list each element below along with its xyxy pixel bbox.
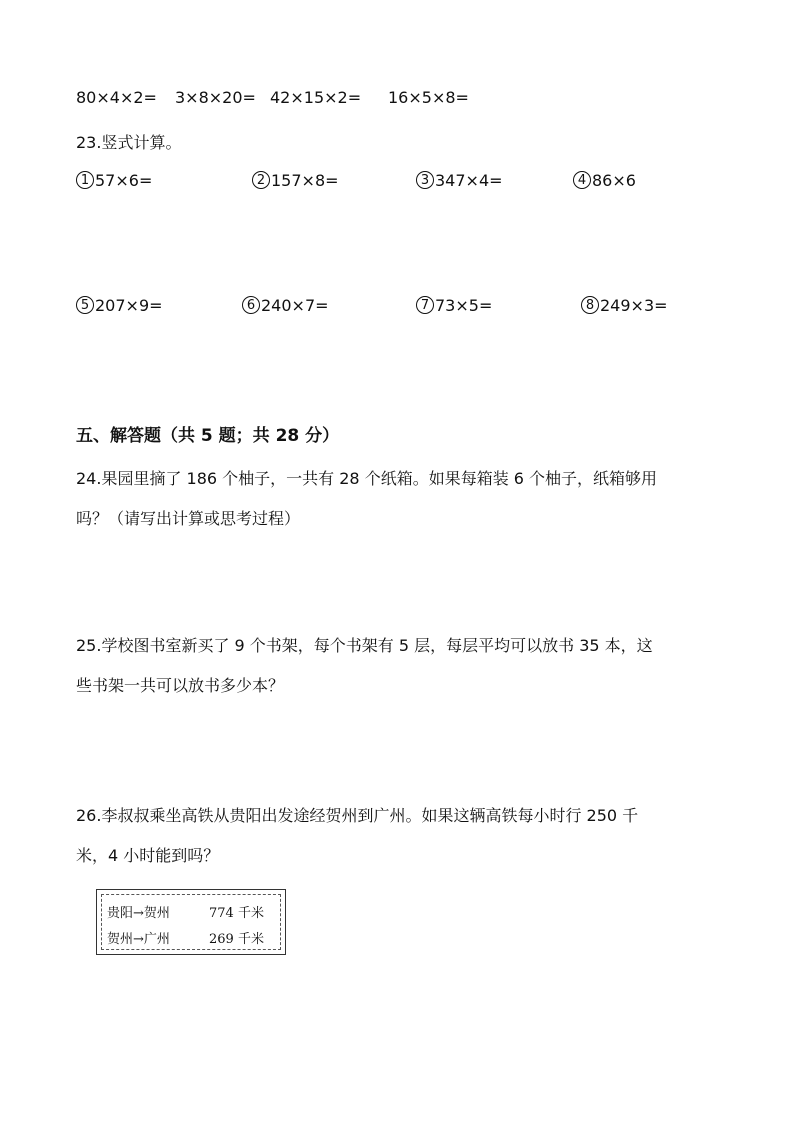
- question-25-line-1: 25.学校图书室新买了 9 个书架，每个书架有 5 层，每层平均可以放书 35 本，这: [76, 636, 653, 655]
- distance-table: [96, 889, 286, 955]
- circled-number: 4: [573, 171, 591, 189]
- expression: 207×9=: [95, 296, 163, 315]
- circled-number: 8: [581, 296, 599, 314]
- problem-16x5x8: 16×5×8=: [388, 88, 469, 107]
- vertical-calc-5: [76, 296, 163, 316]
- circled-number: 1: [76, 171, 94, 189]
- question-26-line-2: 米，4 小时能到吗？: [76, 846, 220, 865]
- problem-42x15x2: 42×15×2=: [270, 88, 362, 107]
- question-26-line-1: 26.李叔叔乘坐高铁从贵阳出发途经贺州到广州。如果这辆高铁每小时行 250 千: [76, 806, 639, 825]
- distance-guiyang-hezhou: 774 千米: [209, 906, 264, 921]
- circled-number: 6: [242, 296, 260, 314]
- vertical-calc-7: [416, 296, 492, 316]
- vertical-calc-2: [252, 171, 339, 191]
- expression: 86×6: [592, 171, 636, 190]
- expression: 347×4=: [435, 171, 503, 190]
- question-23-title: 23.竖式计算。: [76, 133, 182, 152]
- route-guiyang-hezhou: 贵阳→贺州: [107, 906, 170, 921]
- circled-number: 3: [416, 171, 434, 189]
- distance-hezhou-guangzhou: 269 千米: [209, 932, 264, 947]
- vertical-calc-4: [573, 171, 636, 191]
- circled-number: 2: [252, 171, 270, 189]
- expression: 73×5=: [435, 296, 493, 315]
- vertical-calc-8: [581, 296, 668, 316]
- expression: 157×8=: [271, 171, 339, 190]
- route-hezhou-guangzhou: 贺州→广州: [107, 932, 170, 947]
- vertical-calc-3: [416, 171, 503, 191]
- expression: 57×6=: [95, 171, 153, 190]
- expression: 249×3=: [600, 296, 668, 315]
- question-24-line-2: 吗？（请写出计算或思考过程）: [76, 509, 301, 528]
- question-25-line-2: 些书架一共可以放书多少本？: [76, 676, 285, 695]
- question-24-line-1: 24.果园里摘了 186 个柚子，一共有 28 个纸箱。如果每箱装 6 个柚子，纸箱够用: [76, 469, 658, 488]
- vertical-calc-1: [76, 171, 152, 191]
- section-5-heading: 五、解答题（共 5 题；共 28 分）: [76, 426, 340, 446]
- question-25: [76, 626, 726, 706]
- question-24: [76, 459, 726, 539]
- question-26: [76, 796, 726, 876]
- circled-number: 7: [416, 296, 434, 314]
- expression: 240×7=: [261, 296, 329, 315]
- problem-80x4x2: 80×4×2=: [76, 88, 157, 107]
- circled-number: 5: [76, 296, 94, 314]
- vertical-calc-6: [242, 296, 329, 316]
- problem-3x8x20: 3×8×20=: [175, 88, 256, 107]
